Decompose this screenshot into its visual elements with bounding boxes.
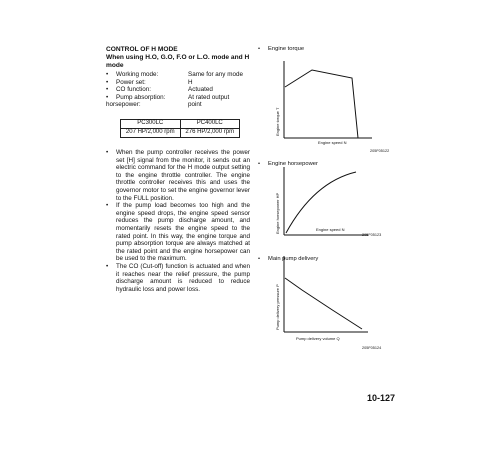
pump-delivery-curve bbox=[285, 278, 362, 329]
paragraph: • The CO (Cut-off) function is actuated and when it reaches near the relief pressure, the pump discharge amount is reduced to reduce hydraulic loss and power loss. bbox=[106, 263, 250, 293]
horsepower-curve bbox=[286, 172, 356, 233]
y-axis-label: Engine horsepower HP bbox=[275, 192, 280, 234]
x-axis-label: Engine speed N bbox=[316, 227, 345, 232]
pump-delivery-graph bbox=[272, 250, 392, 345]
model-table bbox=[120, 119, 240, 138]
table-cell: 207 HP/2,000 rpm bbox=[121, 129, 181, 138]
figure-title: • Main pump delivery bbox=[258, 256, 500, 264]
figure-code: 205F05124 bbox=[362, 346, 382, 350]
spec-label: • Power set: bbox=[116, 78, 146, 86]
spec-label: horsepower: bbox=[106, 101, 141, 109]
figure-code: 205F05123 bbox=[362, 233, 382, 237]
spec-item-continued bbox=[106, 101, 251, 109]
spec-item bbox=[106, 79, 251, 87]
spec-item bbox=[106, 86, 251, 94]
spec-value: Actuated bbox=[188, 86, 213, 94]
page-number: 10-127 bbox=[367, 393, 396, 403]
spec-item bbox=[106, 71, 251, 79]
spec-value: Same for any mode bbox=[188, 71, 243, 78]
table-header-row bbox=[121, 120, 240, 129]
figure-title: • Engine horsepower bbox=[258, 161, 500, 169]
spec-label: • CO function: bbox=[116, 86, 151, 94]
table-header: PC300LC bbox=[121, 120, 181, 129]
spec-value: H bbox=[188, 78, 193, 86]
x-axis-label: Pump delivery volume Q bbox=[296, 336, 340, 341]
section-title: CONTROL OF H MODE bbox=[106, 46, 178, 53]
y-axis-label: Pump delivery pressure P bbox=[275, 284, 280, 330]
spec-value: point bbox=[188, 101, 202, 109]
spec-item bbox=[106, 94, 251, 102]
spec-label: • Pump absorption: bbox=[116, 93, 166, 101]
paragraph: • When the pump controller receives the power set [H] signal from the monitor, it sends out an electric command for the H mode output setting to the engine throttle controller. The engine throttle controller receives this and uses the governor motor to set the engine governor lever to the FULL position. bbox=[106, 149, 250, 202]
description bbox=[106, 149, 250, 293]
engine-torque-graph bbox=[272, 55, 392, 145]
x-axis-label: Engine speed N bbox=[318, 140, 347, 145]
table-row bbox=[121, 129, 240, 138]
spec-list bbox=[106, 71, 251, 109]
spec-value: At rated output bbox=[188, 93, 230, 101]
y-axis-label: Engine torque T bbox=[275, 107, 280, 136]
spec-label: • Working mode: bbox=[116, 71, 159, 78]
figure-title: • Engine torque bbox=[258, 46, 500, 54]
torque-curve bbox=[285, 70, 358, 138]
table-cell: 276 HP/2,000 rpm bbox=[180, 129, 240, 138]
figure-code: 205F05122 bbox=[370, 149, 390, 153]
paragraph: • If the pump load becomes too high and the engine speed drops, the engine speed sensor reduces the pump discharge amount, and momentarily resets the engine speed to the rated point. In this way, the engine torque and pump absorption torque are always matched at the rated point and the engine horsepower can be used to the maximum. bbox=[106, 202, 250, 263]
table-header: PC400LC bbox=[180, 120, 240, 129]
section-subtitle: When using H.O, G.O, F.O or L.O. mode and H mode bbox=[106, 54, 250, 69]
